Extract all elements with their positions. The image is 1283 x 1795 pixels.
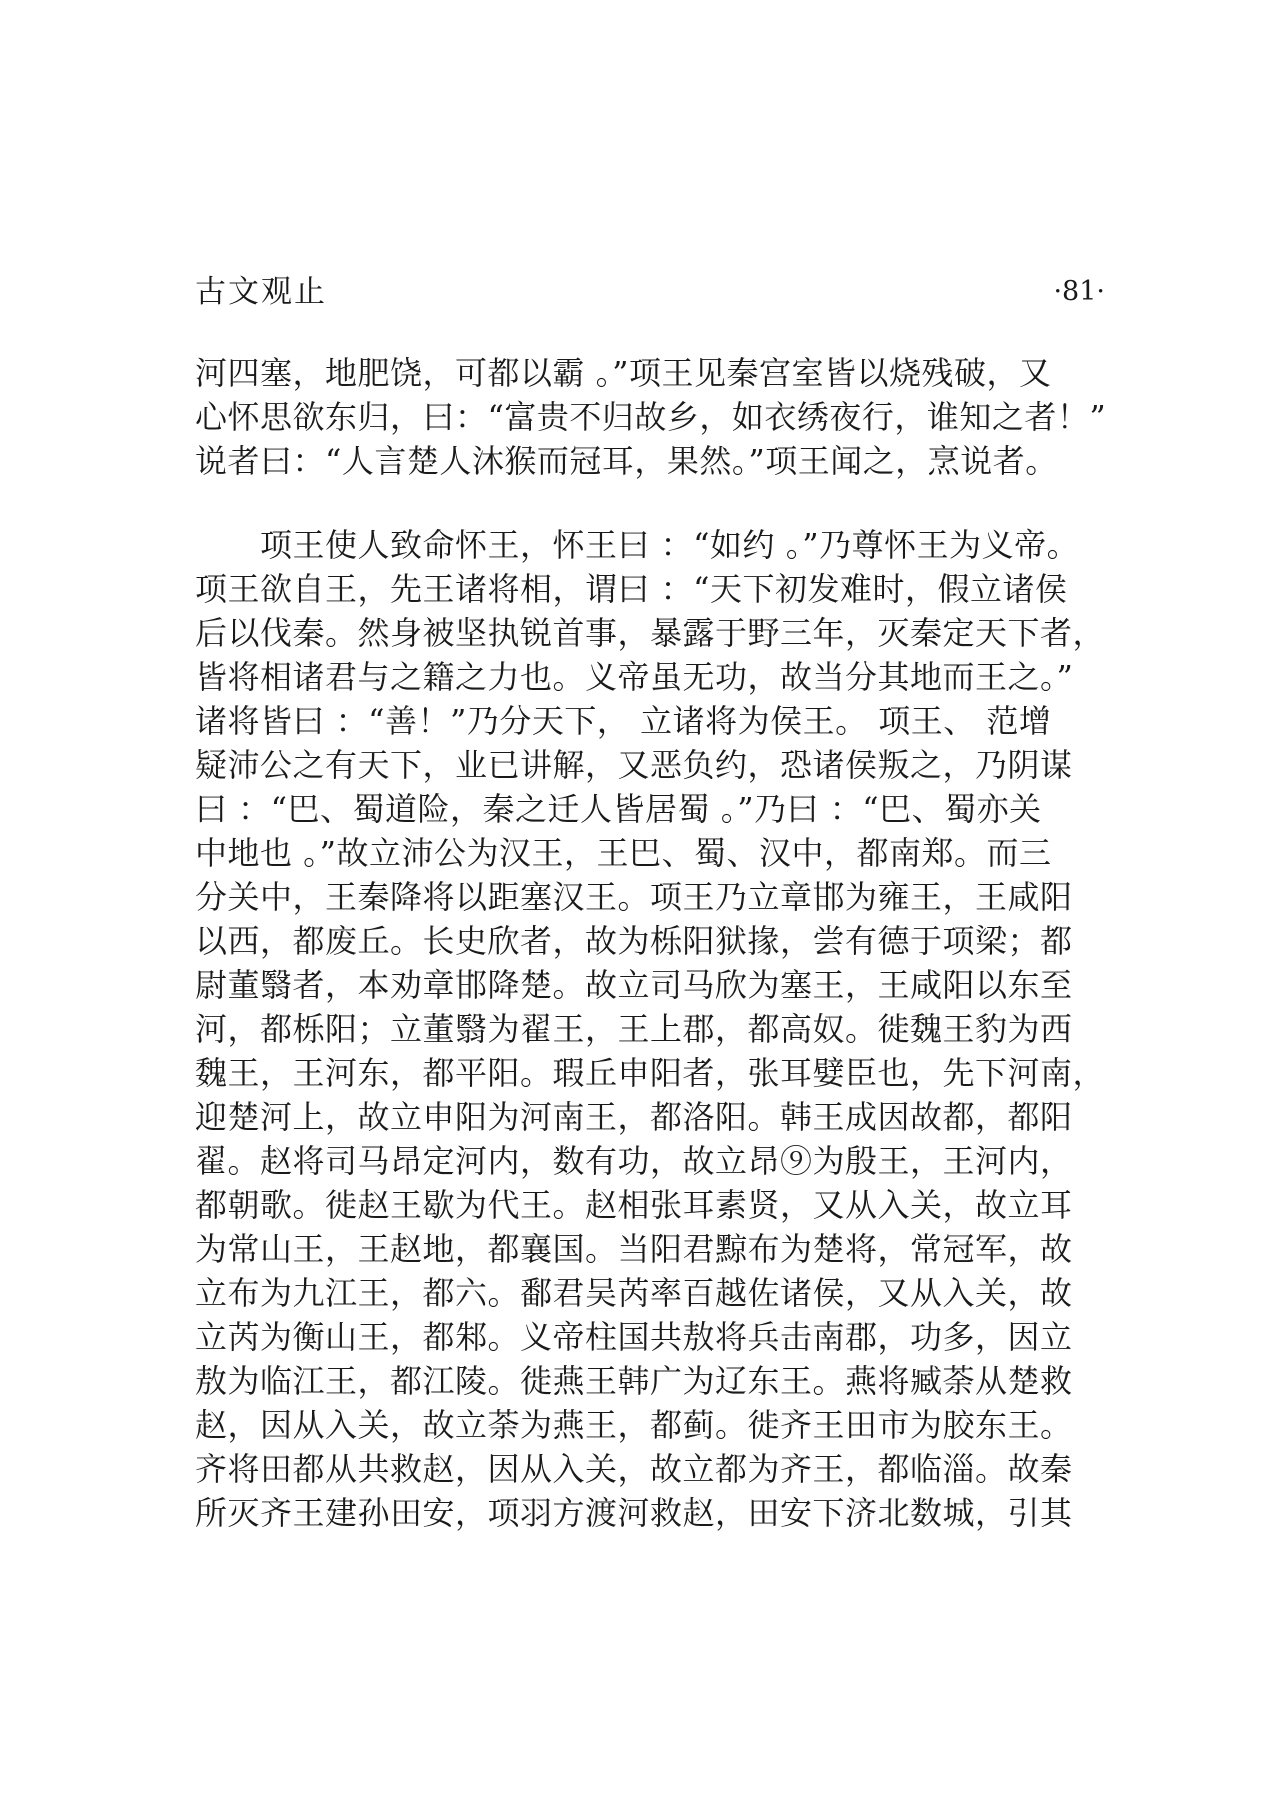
text-line: 魏王，王河东，都平阳。瑕丘申阳者，张耳嬖臣也，先下河南，: [195, 1054, 1106, 1092]
text-line: 心怀思欲东归，曰：“富贵不归故乡，如衣绣夜行，谁知之者！”: [195, 398, 1107, 436]
text-line: 所灭齐王建孙田安，项羽方渡河救赵，田安下济北数城，引其: [195, 1494, 1073, 1532]
text-line: 尉董翳者，本劝章邯降楚。故立司马欣为塞王，王咸阳以东至: [195, 966, 1073, 1004]
text-line: 敖为临江王，都江陵。徙燕王韩广为辽东王。燕将臧荼从楚救: [195, 1362, 1073, 1400]
page-number: ·81·: [1053, 276, 1105, 307]
text-line: 项王使人致命怀王，怀王曰 ：“如约 。”乃尊怀王为义帝。: [195, 526, 1080, 564]
text-line: 诸将皆曰 ：“善！”乃分天下， 立诸将为侯王。 项王、 范增: [195, 702, 1052, 740]
text-line: 齐将田都从共救赵，因从入关，故立都为齐王，都临淄。故秦: [195, 1450, 1073, 1488]
text-line: 河，都栎阳；立董翳为翟王，王上郡，都高奴。徙魏王豹为西: [195, 1010, 1073, 1048]
text-line: 曰 ：“巴、蜀道险，秦之迁人皆居蜀 。”乃曰 ：“巴、蜀亦关: [195, 790, 1042, 828]
paragraph: [195, 351, 1115, 483]
text-line: 翟。赵将司马昂定河内，数有功，故立昂⑨为殷王，王河内，: [195, 1142, 1073, 1180]
text-line: 赵，因从入关，故立荼为燕王，都蓟。徙齐王田市为胶东王。: [195, 1406, 1073, 1444]
text-line: 为常山王，王赵地，都襄国。当阳君黥布为楚将，常冠军，故: [195, 1230, 1073, 1268]
text-line: 立布为九江王，都六。鄱君吴芮率百越佐诸侯，又从入关，故: [195, 1274, 1073, 1312]
text-line: 都朝歌。徙赵王歇为代王。赵相张耳素贤，又从入关，故立耳: [195, 1186, 1073, 1224]
text-line: 后以伐秦。然身被坚执锐首事，暴露于野三年，灭秦定天下者，: [195, 614, 1106, 652]
text-line: 分关中，王秦降将以距塞汉王。项王乃立章邯为雍王，王咸阳: [195, 878, 1073, 916]
text-line: 以西，都废丘。长史欣者，故为栎阳狱掾，尝有德于项梁；都: [195, 922, 1073, 960]
paragraph: [195, 523, 1115, 1535]
text-line: 疑沛公之有天下，业已讲解，又恶负约，恐诸侯叛之，乃阴谋: [195, 746, 1073, 784]
text-line: 迎楚河上，故立申阳为河南王，都洛阳。韩王成因故都，都阳: [195, 1098, 1073, 1136]
text-line: 中地也 。”故立沛公为汉王，王巴、蜀、汉中，都南郑。而三: [195, 834, 1052, 872]
text-line: 立芮为衡山王，都邾。义帝柱国共敖将兵击南郡，功多，因立: [195, 1318, 1073, 1356]
book-title: 古文观止: [195, 274, 327, 310]
text-line: 项王欲自王，先王诸将相，谓曰 ：“天下初发难时，假立诸侯: [195, 570, 1068, 608]
text-line: 河四塞，地肥饶，可都以霸 。”项王见秦宫室皆以烧残破，又: [195, 354, 1052, 392]
text-line: 说者曰：“人言楚人沐猴而冠耳，果然。”项王闻之，烹说者。: [195, 442, 1058, 480]
text-line: 皆将相诸君与之籍之力也。义帝虽无功，故当分其地而王之。”: [195, 658, 1074, 696]
running-header: [195, 272, 1105, 312]
